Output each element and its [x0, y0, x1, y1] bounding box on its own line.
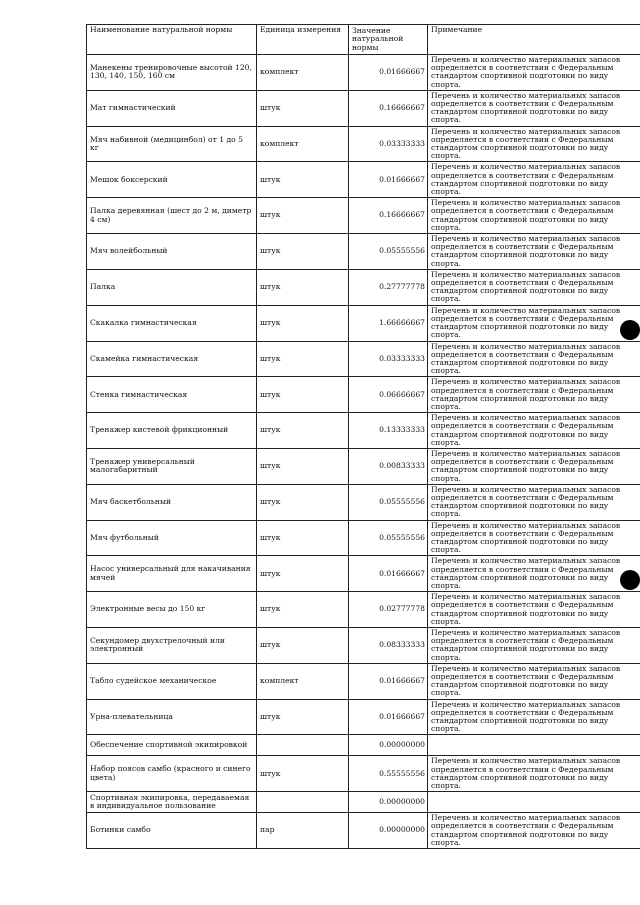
cell-value: 0.01666667 — [349, 162, 428, 198]
cell-note: Перечень и количество материальных запасов определяется в соответствии с Федеральным стандартом спортивной подготовки по виду спорта. — [428, 663, 640, 699]
cell-value: 0.00000000 — [349, 813, 428, 849]
cell-unit: штук — [257, 628, 349, 664]
cell-note: Перечень и количество материальных запасов определяется в соответствии с Федеральным стандартом спортивной подготовки по виду спорта. — [428, 90, 640, 126]
table-row — [87, 813, 640, 849]
punch-hole-mark — [620, 320, 640, 340]
cell-unit: штук — [257, 305, 349, 341]
cell-name: Набор поясов самбо (красного и синего цвета) — [87, 756, 257, 792]
cell-note — [428, 792, 640, 813]
table-row — [87, 90, 640, 126]
table-row — [87, 305, 640, 341]
cell-unit: штук — [257, 520, 349, 556]
cell-name: Стенка гимнастическая — [87, 377, 257, 413]
table-row — [87, 663, 640, 699]
cell-unit: комплект — [257, 55, 349, 91]
cell-unit — [257, 735, 349, 756]
table-row — [87, 756, 640, 792]
table-row — [87, 520, 640, 556]
cell-name: Спортивная экипировка, передаваемая в индивидуальное пользование — [87, 792, 257, 813]
norms-table — [86, 24, 640, 849]
cell-value: 0.06666667 — [349, 377, 428, 413]
cell-name: Тренажер кистевой фрикционный — [87, 413, 257, 449]
cell-unit: комплект — [257, 663, 349, 699]
cell-note: Перечень и количество материальных запасов определяется в соответствии с Федеральным стандартом спортивной подготовки по виду спорта. — [428, 198, 640, 234]
cell-name: Урна-плевательница — [87, 699, 257, 735]
cell-name: Мяч футбольный — [87, 520, 257, 556]
cell-unit: штук — [257, 699, 349, 735]
cell-name: Мяч баскетбольный — [87, 484, 257, 520]
cell-note: Перечень и количество материальных запасов определяется в соответствии с Федеральным стандартом спортивной подготовки по виду спорта. — [428, 305, 640, 341]
cell-value: 0.00000000 — [349, 735, 428, 756]
table-row — [87, 448, 640, 484]
header-unit: Единица измерения — [257, 25, 349, 55]
cell-value: 1.66666667 — [349, 305, 428, 341]
table-row — [87, 341, 640, 377]
cell-note: Перечень и количество материальных запасов определяется в соответствии с Федеральным стандартом спортивной подготовки по виду спорта. — [428, 377, 640, 413]
cell-name: Обеспечение спортивной экипировкой — [87, 735, 257, 756]
cell-value: 0.13333333 — [349, 413, 428, 449]
cell-unit: штук — [257, 592, 349, 628]
cell-value: 0.08333333 — [349, 628, 428, 664]
cell-name: Ботинки самбо — [87, 813, 257, 849]
cell-value: 0.01666667 — [349, 699, 428, 735]
table-row — [87, 735, 640, 756]
cell-unit: штук — [257, 162, 349, 198]
table-row — [87, 198, 640, 234]
punch-hole-mark — [620, 570, 640, 590]
cell-value: 0.05555556 — [349, 484, 428, 520]
cell-value: 0.16666667 — [349, 198, 428, 234]
cell-note: Перечень и количество материальных запасов определяется в соответствии с Федеральным стандартом спортивной подготовки по виду спорта. — [428, 162, 640, 198]
cell-name: Насос универсальный для накачивания мячей — [87, 556, 257, 592]
cell-name: Мешок боксерский — [87, 162, 257, 198]
header-value: Значение натуральной нормы — [349, 25, 428, 55]
table-row — [87, 484, 640, 520]
table-row — [87, 628, 640, 664]
cell-name: Электронные весы до 150 кг — [87, 592, 257, 628]
cell-unit: комплект — [257, 126, 349, 162]
cell-value: 0.05555556 — [349, 520, 428, 556]
cell-note: Перечень и количество материальных запасов определяется в соответствии с Федеральным стандартом спортивной подготовки по виду спорта. — [428, 234, 640, 270]
table-row — [87, 162, 640, 198]
cell-unit: штук — [257, 198, 349, 234]
cell-note: Перечень и количество материальных запасов определяется в соответствии с Федеральным стандартом спортивной подготовки по виду спорта. — [428, 520, 640, 556]
header-note: Примечание — [428, 25, 640, 55]
table-row — [87, 413, 640, 449]
cell-name: Скакалка гимнастическая — [87, 305, 257, 341]
cell-value: 0.27777778 — [349, 269, 428, 305]
cell-name: Табло судейское механическое — [87, 663, 257, 699]
cell-note: Перечень и количество материальных запасов определяется в соответствии с Федеральным стандартом спортивной подготовки по виду спорта. — [428, 413, 640, 449]
cell-note: Перечень и количество материальных запасов определяется в соответствии с Федеральным стандартом спортивной подготовки по виду спорта. — [428, 813, 640, 849]
header-name: Наименование натуральной нормы — [87, 25, 257, 55]
cell-name: Палка — [87, 269, 257, 305]
table-row — [87, 699, 640, 735]
cell-value: 0.16666667 — [349, 90, 428, 126]
cell-name: Мяч волейбольный — [87, 234, 257, 270]
table-row — [87, 792, 640, 813]
table-row — [87, 55, 640, 91]
cell-note: Перечень и количество материальных запасов определяется в соответствии с Федеральным стандартом спортивной подготовки по виду спорта. — [428, 756, 640, 792]
cell-name: Палка деревянная (шест до 2 м, диметр 4 см) — [87, 198, 257, 234]
cell-value: 0.55555556 — [349, 756, 428, 792]
cell-name: Мяч набивной (медицинбол) от 1 до 5 кг — [87, 126, 257, 162]
cell-name: Секундомер двухстрелочный или электронный — [87, 628, 257, 664]
cell-name: Манекены тренировочные высотой 120, 130, 140, 150, 160 см — [87, 55, 257, 91]
table-row — [87, 234, 640, 270]
cell-value: 0.03333333 — [349, 126, 428, 162]
table-row — [87, 592, 640, 628]
cell-name: Тренажер универсальный малогабаритный — [87, 448, 257, 484]
cell-note: Перечень и количество материальных запасов определяется в соответствии с Федеральным стандартом спортивной подготовки по виду спорта. — [428, 699, 640, 735]
cell-note: Перечень и количество материальных запасов определяется в соответствии с Федеральным стандартом спортивной подготовки по виду спорта. — [428, 341, 640, 377]
table-body — [87, 55, 640, 849]
document-page — [86, 24, 621, 849]
cell-value: 0.01666667 — [349, 556, 428, 592]
table-row — [87, 126, 640, 162]
cell-note: Перечень и количество материальных запасов определяется в соответствии с Федеральным стандартом спортивной подготовки по виду спорта. — [428, 448, 640, 484]
cell-unit: штук — [257, 413, 349, 449]
cell-value: 0.01666667 — [349, 663, 428, 699]
cell-unit — [257, 792, 349, 813]
cell-value: 0.00000000 — [349, 792, 428, 813]
table-row — [87, 556, 640, 592]
cell-unit: штук — [257, 341, 349, 377]
cell-unit: штук — [257, 377, 349, 413]
cell-unit: штук — [257, 484, 349, 520]
cell-unit: штук — [257, 448, 349, 484]
table-row — [87, 377, 640, 413]
table-row — [87, 269, 640, 305]
cell-note: Перечень и количество материальных запасов определяется в соответствии с Федеральным стандартом спортивной подготовки по виду спорта. — [428, 55, 640, 91]
cell-unit: штук — [257, 90, 349, 126]
cell-value: 0.05555556 — [349, 234, 428, 270]
cell-note — [428, 735, 640, 756]
cell-name: Мат гимнастический — [87, 90, 257, 126]
cell-note: Перечень и количество материальных запасов определяется в соответствии с Федеральным стандартом спортивной подготовки по виду спорта. — [428, 126, 640, 162]
cell-unit: штук — [257, 556, 349, 592]
cell-value: 0.02777778 — [349, 592, 428, 628]
cell-note: Перечень и количество материальных запасов определяется в соответствии с Федеральным стандартом спортивной подготовки по виду спорта. — [428, 628, 640, 664]
table-header-row — [87, 25, 640, 55]
cell-value: 0.01666667 — [349, 55, 428, 91]
cell-unit: штук — [257, 234, 349, 270]
cell-note: Перечень и количество материальных запасов определяется в соответствии с Федеральным стандартом спортивной подготовки по виду спорта. — [428, 269, 640, 305]
cell-value: 0.03333333 — [349, 341, 428, 377]
cell-unit: пар — [257, 813, 349, 849]
cell-unit: штук — [257, 269, 349, 305]
cell-note: Перечень и количество материальных запасов определяется в соответствии с Федеральным стандартом спортивной подготовки по виду спорта. — [428, 484, 640, 520]
cell-unit: штук — [257, 756, 349, 792]
cell-note: Перечень и количество материальных запасов определяется в соответствии с Федеральным стандартом спортивной подготовки по виду спорта. — [428, 592, 640, 628]
cell-value: 0.00833333 — [349, 448, 428, 484]
cell-name: Скамейка гимнастическая — [87, 341, 257, 377]
cell-note: Перечень и количество материальных запасов определяется в соответствии с Федеральным стандартом спортивной подготовки по виду спорта. — [428, 556, 640, 592]
